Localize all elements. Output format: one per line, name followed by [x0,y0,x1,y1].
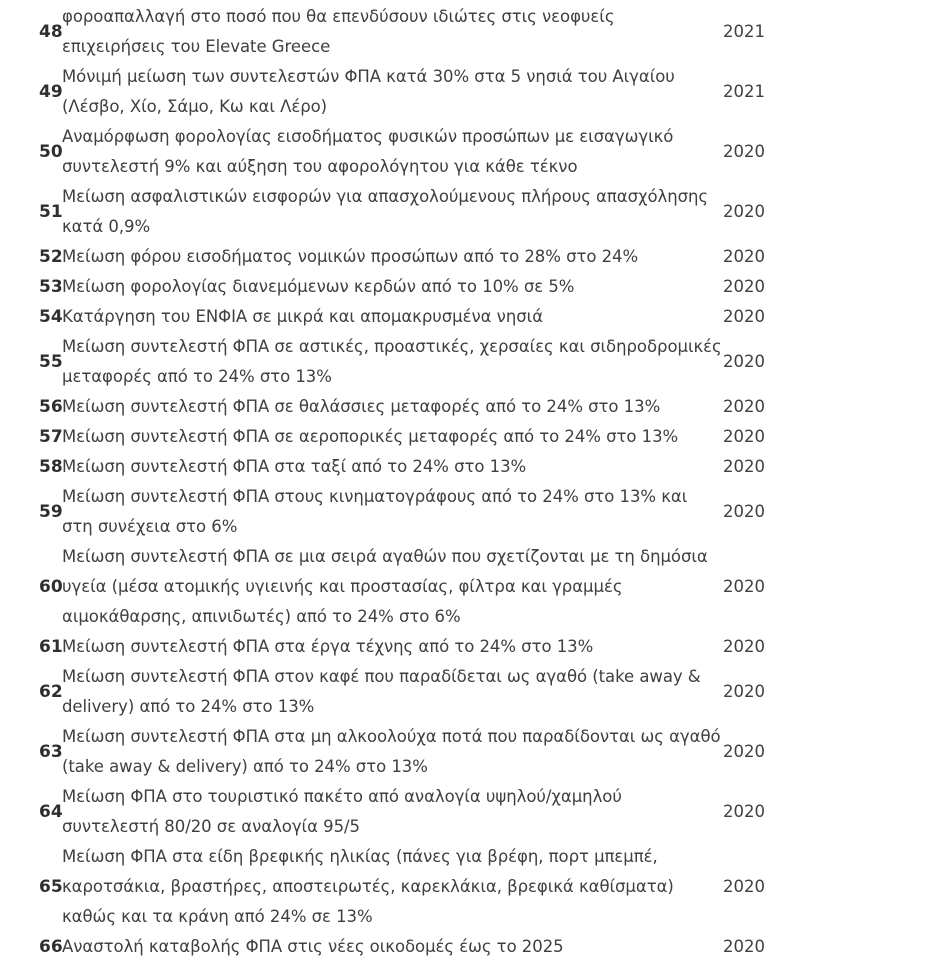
measure-year: 2020 [723,427,765,446]
measure-description: Μείωση ασφαλιστικών εισφορών για απασχολούμενους πλήρους απασχόλησης κατά 0,9% [62,187,709,236]
measure-year: 2021 [723,82,765,101]
table-row [39,332,919,392]
row-number: 56 [39,397,63,417]
row-number: 49 [39,82,63,102]
measure-description: Κατάργηση του ΕΝΦΙΑ σε μικρά και απομακρυσμένα νησιά [62,307,544,326]
measure-description: Μείωση συντελεστή ΦΠΑ σε αεροπορικές μεταφορές από το 24% στο 13% [62,427,679,446]
table-row [39,302,919,332]
table-row [39,542,919,632]
measure-year: 2020 [723,802,765,821]
measure-description: Μείωση ΦΠΑ στο τουριστικό πακέτο από αναλογία υψηλού/χαμηλού συντελεστή 80/20 σε αναλογία 95/5 [62,787,622,836]
row-number: 63 [39,742,63,762]
row-number: 61 [39,637,63,657]
measure-year: 2020 [723,937,765,956]
measure-year: 2020 [723,142,765,161]
measure-year: 2020 [723,742,765,761]
measure-year: 2021 [723,22,765,41]
measure-description: Μόνιμή μείωση των συντελεστών ΦΠΑ κατά 30% στα 5 νησιά του Αιγαίου (Λέσβο, Χίο, Σάμο, Κω και Λέρο) [62,67,675,116]
table-row [39,452,919,482]
table-row [39,632,919,662]
measures-table-body [39,2,919,962]
measure-description: Μείωση συντελεστή ΦΠΑ στα ταξί από το 24% στο 13% [62,457,527,476]
measure-year: 2020 [723,457,765,476]
measure-year: 2020 [723,577,765,596]
measure-description: Μείωση συντελεστή ΦΠΑ σε μια σειρά αγαθών που σχετίζονται με τη δημόσια υγεία (μέσα ατομικής υγιεινής και προστασίας, φίλτρα και γραμμές αιμοκάθαρσης, απινιδωτές) από το 24% στο 6% [62,547,708,626]
row-number: 54 [39,307,63,327]
table-row [39,482,919,542]
measure-description: φοροαπαλλαγή στο ποσό που θα επενδύσουν ιδιώτες στις νεοφυείς επιχειρήσεις του Elevate Greece [62,7,615,56]
measure-year: 2020 [723,877,765,896]
measure-description: Μείωση συντελεστή ΦΠΑ σε θαλάσσιες μεταφορές από το 24% στο 13% [62,397,661,416]
table-row [39,782,919,842]
measure-description: Μείωση συντελεστή ΦΠΑ σε αστικές, προαστικές, χερσαίες και σιδηροδρομικές μεταφορές από το 24% στο 13% [62,337,722,386]
row-number: 53 [39,277,63,297]
table-row [39,722,919,782]
measure-year: 2020 [723,202,765,221]
row-number: 52 [39,247,63,267]
measure-year: 2020 [723,307,765,326]
row-number: 48 [39,22,63,42]
measure-year: 2020 [723,397,765,416]
measure-description: Μείωση φόρου εισοδήματος νομικών προσώπων από το 28% στο 24% [62,247,639,266]
measure-description: Μείωση συντελεστή ΦΠΑ στα έργα τέχνης από το 24% στο 13% [62,637,594,656]
row-number: 62 [39,682,63,702]
table-row [39,242,919,272]
table-row [39,392,919,422]
table-row [39,2,919,62]
row-number: 59 [39,502,63,522]
table-row [39,122,919,182]
row-number: 65 [39,877,63,897]
measure-year: 2020 [723,352,765,371]
table-row [39,842,919,932]
measures-table [39,2,919,962]
table-row [39,662,919,722]
table-row [39,182,919,242]
table-row [39,422,919,452]
measure-description: Αναστολή καταβολής ΦΠΑ στις νέες οικοδομές έως το 2025 [62,937,564,956]
measure-description: Μείωση φορολογίας διανεμόμενων κερδών από το 10% σε 5% [62,277,575,296]
row-number: 64 [39,802,63,822]
measure-description: Μείωση συντελεστή ΦΠΑ στους κινηματογράφους από το 24% στο 13% και στη συνέχεια στο 6% [62,487,688,536]
row-number: 50 [39,142,63,162]
row-number: 57 [39,427,63,447]
measure-description: Αναμόρφωση φορολογίας εισοδήματος φυσικών προσώπων με εισαγωγικό συντελεστή 9% και αύξηση του αφορολόγητου για κάθε τέκνο [62,127,674,176]
row-number: 60 [39,577,63,597]
measure-year: 2020 [723,277,765,296]
row-number: 58 [39,457,63,477]
measure-year: 2020 [723,247,765,266]
measure-year: 2020 [723,502,765,521]
table-row [39,272,919,302]
measure-description: Μείωση ΦΠΑ στα είδη βρεφικής ηλικίας (πάνες για βρέφη, πορτ μπεμπέ, καροτσάκια, βραστήρες, αποστειρωτές, καρεκλάκια, βρεφικά καθίσματα) καθώς και τα κράνη από 24% σε 13% [62,847,674,926]
measure-year: 2020 [723,682,765,701]
table-row [39,932,919,962]
measure-year: 2020 [723,637,765,656]
row-number: 66 [39,937,63,957]
row-number: 55 [39,352,63,372]
measure-description: Μείωση συντελεστή ΦΠΑ στα μη αλκοολούχα ποτά που παραδίδονται ως αγαθό (take away & delivery) από το 24% στο 13% [62,727,721,776]
measure-description: Μείωση συντελεστή ΦΠΑ στον καφέ που παραδίδεται ως αγαθό (take away & delivery) από το 24% στο 13% [62,667,701,716]
table-row [39,62,919,122]
row-number: 51 [39,202,63,222]
